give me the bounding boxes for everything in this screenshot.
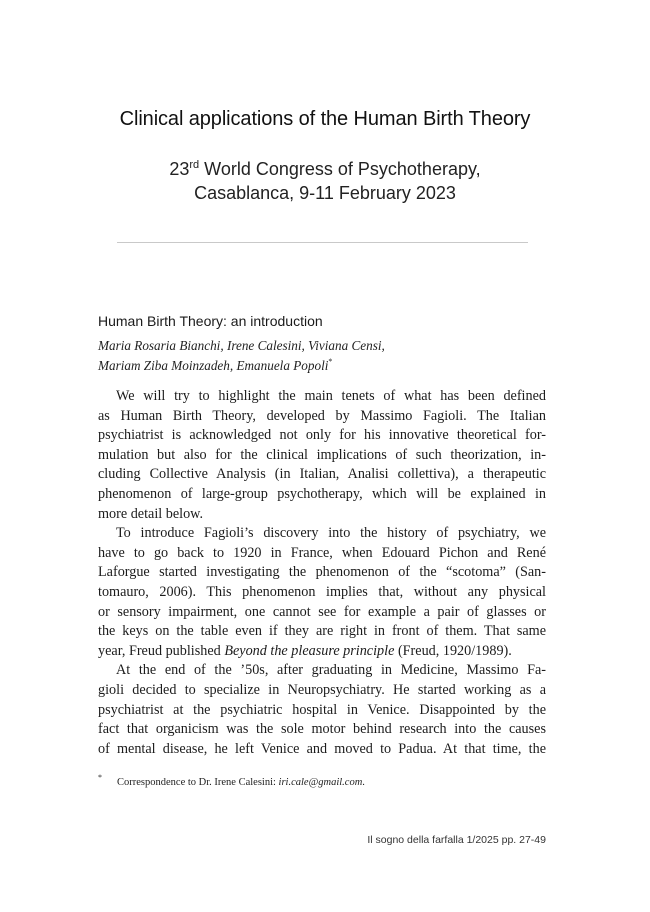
body-line: fact that organicism was the sole motor behind research into the causes — [98, 721, 546, 738]
citation: (Freud, 1920/1989). — [394, 642, 512, 659]
body-line: phenomenon of large-group psychotherapy, which will be explained in — [98, 485, 546, 502]
authors-line-2 — [98, 356, 385, 376]
footnote-end: . — [362, 777, 365, 788]
conference-ordinal-suffix: rd — [189, 159, 200, 171]
journal-citation: Il sogno della farfalla 1/2025 pp. 27-49 — [367, 834, 546, 846]
body-line: year, Freud published — [98, 642, 225, 659]
body-line: the keys on the table even if they are right in front of them. That same — [98, 623, 546, 640]
body-line: Laforgue started investigating the phenomenon of the “scotoma” (San- — [98, 564, 546, 581]
body-line-freud — [98, 642, 546, 662]
authors-line-1: Maria Rosaria Bianchi, Irene Calesini, Viviana Censi, — [98, 338, 385, 353]
body-line: psychiatrist at the psychiatric hospital in Venice. Disappointed by the — [98, 701, 546, 718]
book-title: Beyond the pleasure principle — [224, 642, 395, 659]
body-line: At the end of the ’50s, after graduating in Medicine, Massimo Fa- — [116, 662, 546, 679]
title-divider — [117, 242, 528, 243]
authors-list — [98, 336, 385, 376]
paper-title: Clinical applications of the Human Birth Theory — [119, 108, 531, 130]
conference-line-1 — [0, 157, 650, 181]
author-footnote-marker: * — [328, 357, 333, 366]
conference-number: 23 — [169, 159, 190, 179]
body-line: as Human Birth Theory, developed by Massimo Fagioli. The Italian — [98, 407, 546, 424]
body-line: To introduce Fagioli’s discovery into the history of psychiatry, we — [116, 525, 546, 542]
footnote — [98, 773, 365, 788]
body-line: or sensory impairment, one cannot see for example a pair of glasses or — [98, 603, 546, 620]
body-line: gioli decided to specialize in Neuropsychiatry. He started working as a — [98, 681, 546, 698]
body-line: psychiatrist is acknowledged not only for his innovative theoretical for- — [98, 427, 546, 444]
body-line: mulation but also for the clinical implications of such theorization, in- — [98, 446, 546, 463]
body-line: have to go back to 1920 in France, when Edouard Pichon and René — [98, 544, 546, 561]
body-line: of mental disease, he left Venice and moved to Padua. At that time, the — [98, 740, 546, 757]
authors-line-2-text: Mariam Ziba Moinzadeh, Emanuela Popoli — [98, 358, 329, 373]
body-line: cluding Collective Analysis (in Italian, Analisi collettiva), a therapeutic — [98, 466, 546, 483]
section-title: Human Birth Theory: an introduction — [98, 313, 323, 329]
body-text — [98, 387, 546, 759]
body-line: tomauro, 2006). This phenomenon implies that, without any physical — [98, 583, 546, 600]
footnote-email: iri.cale@gmail.com — [278, 777, 363, 788]
footnote-label: Correspondence to Dr. Irene Calesini: — [117, 777, 279, 788]
conference-info — [0, 157, 650, 205]
conference-name: World Congress of Psychotherapy, — [199, 159, 481, 179]
conference-line-2: Casablanca, 9-11 February 2023 — [194, 183, 456, 203]
body-line: We will try to highlight the main tenets of what has been defined — [116, 388, 546, 404]
footnote-text — [117, 777, 365, 788]
footnote-marker: * — [98, 773, 102, 782]
body-line: more detail below. — [98, 505, 204, 522]
